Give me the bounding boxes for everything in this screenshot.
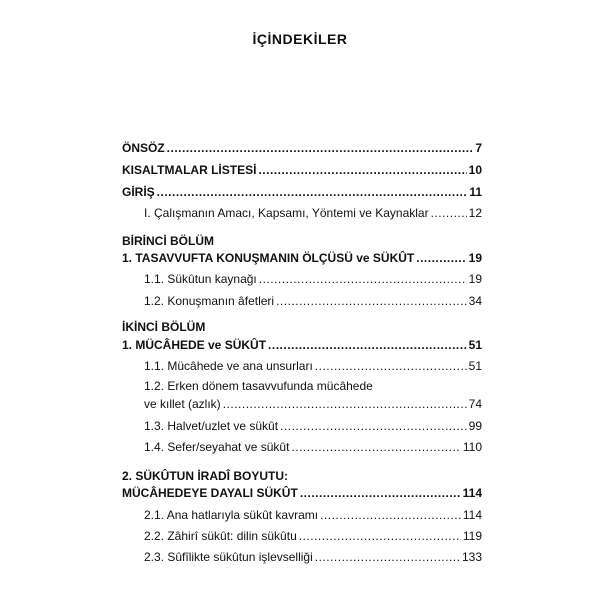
toc-entry-page: 34 [468,294,482,308]
toc-chapter-2-1[interactable] [122,338,482,352]
toc-entry-label: 1.2. Konuşmanın âfetleri [144,294,275,308]
toc-entry-page: 114 [462,486,482,500]
part-heading-2: İKİNCİ BÖLÜM [122,320,206,334]
dot-leader [157,185,468,199]
toc-entry-page: 74 [468,397,482,411]
toc-entry-page: 7 [475,141,482,155]
toc-entry-2-1-4[interactable] [144,440,482,454]
toc-entry-label: 1.4. Sefer/seyahat ve sükût [144,440,290,454]
toc-entry-intro-sub[interactable] [144,206,482,220]
toc-chapter-1[interactable] [122,251,482,265]
toc-entry-page: 19 [468,251,482,265]
toc-entry-page: 114 [462,508,482,522]
toc-chapter-2-2-line1[interactable]: 2. SÜKÛTUN İRADÎ BOYUTU: [122,469,289,483]
dot-leader [320,508,461,522]
toc-entry-page: 99 [468,419,482,433]
dot-leader [223,397,467,411]
dot-leader [268,338,467,352]
toc-entry-label: ÖNSÖZ [122,141,165,155]
toc-entry-1-1[interactable] [144,272,482,286]
toc-entry-label: 1.1. Mücâhede ve ana unsurları [144,359,313,373]
dot-leader [276,294,467,308]
dot-leader [299,529,461,543]
part-heading-1: BİRİNCİ BÖLÜM [122,234,214,248]
toc-entry-label: 2.3. Sûfîlikte sükûtun işlevselliği [144,550,313,564]
toc-entry-page: 119 [462,529,482,543]
toc-entry-2-2-2[interactable] [144,529,482,543]
toc-entry-abbreviations[interactable] [122,163,482,177]
toc-chapter-2-2[interactable] [122,486,482,500]
toc-entry-page: 12 [468,206,482,220]
dot-leader [416,251,466,265]
dot-leader [259,272,467,286]
toc-entry-label: 2.2. Zâhirî sükût: dilin sükûtu [144,529,297,543]
dot-leader [315,550,460,564]
toc-entry-label: 1. TASAVVUFTA KONUŞMANIN ÖLÇÜSÜ ve SÜKÛT [122,251,415,265]
toc-entry-page: 11 [469,185,482,199]
toc-entry-page: 110 [462,440,482,454]
toc-entry-label: GİRİŞ [122,185,155,199]
toc-entry-2-2-3[interactable] [144,550,482,564]
toc-entry-label: ve kıllet (azlık) [144,397,221,411]
toc-entry-label: I. Çalışmanın Amacı, Kapsamı, Yöntemi ve Kaynaklar [144,206,429,220]
dot-leader [431,206,467,220]
toc-entry-2-1-2-line1[interactable]: 1.2. Erken dönem tasavvufunda mücâhede [144,379,373,393]
toc-entry-2-2-1[interactable] [144,508,482,522]
toc-entry-page: 133 [461,550,482,564]
toc-entry-label: 1.1. Sükûtun kaynağı [144,272,257,286]
toc-entry-2-1-3[interactable] [144,419,482,433]
dot-leader [258,163,466,177]
dot-leader [291,440,460,454]
dot-leader [315,359,467,373]
dot-leader [280,419,467,433]
toc-entry-page: 51 [468,359,482,373]
toc-entry-label: 2.1. Ana hatlarıyla sükût kavramı [144,508,319,522]
toc-entry-page: 10 [468,163,482,177]
toc-entry-page: 19 [468,272,482,286]
toc-entry-introduction[interactable] [122,185,482,199]
toc-entry-2-1-2[interactable] [144,397,482,411]
toc-entry-2-1-1[interactable] [144,359,482,373]
dot-leader [167,141,474,155]
page-title: İÇİNDEKİLER [252,31,348,47]
toc-entry-1-2[interactable] [144,294,482,308]
toc-entry-label: 1.3. Halvet/uzlet ve sükût [144,419,279,433]
dot-leader [300,486,461,500]
toc-entry-label: MÜCÂHEDEYE DAYALI SÜKÛT [122,486,298,500]
toc-entry-preface[interactable] [122,141,482,155]
toc-entry-label: 1. MÜCÂHEDE ve SÜKÛT [122,338,267,352]
toc-entry-page: 51 [468,338,482,352]
toc-entry-label: KISALTMALAR LİSTESİ [122,163,257,177]
